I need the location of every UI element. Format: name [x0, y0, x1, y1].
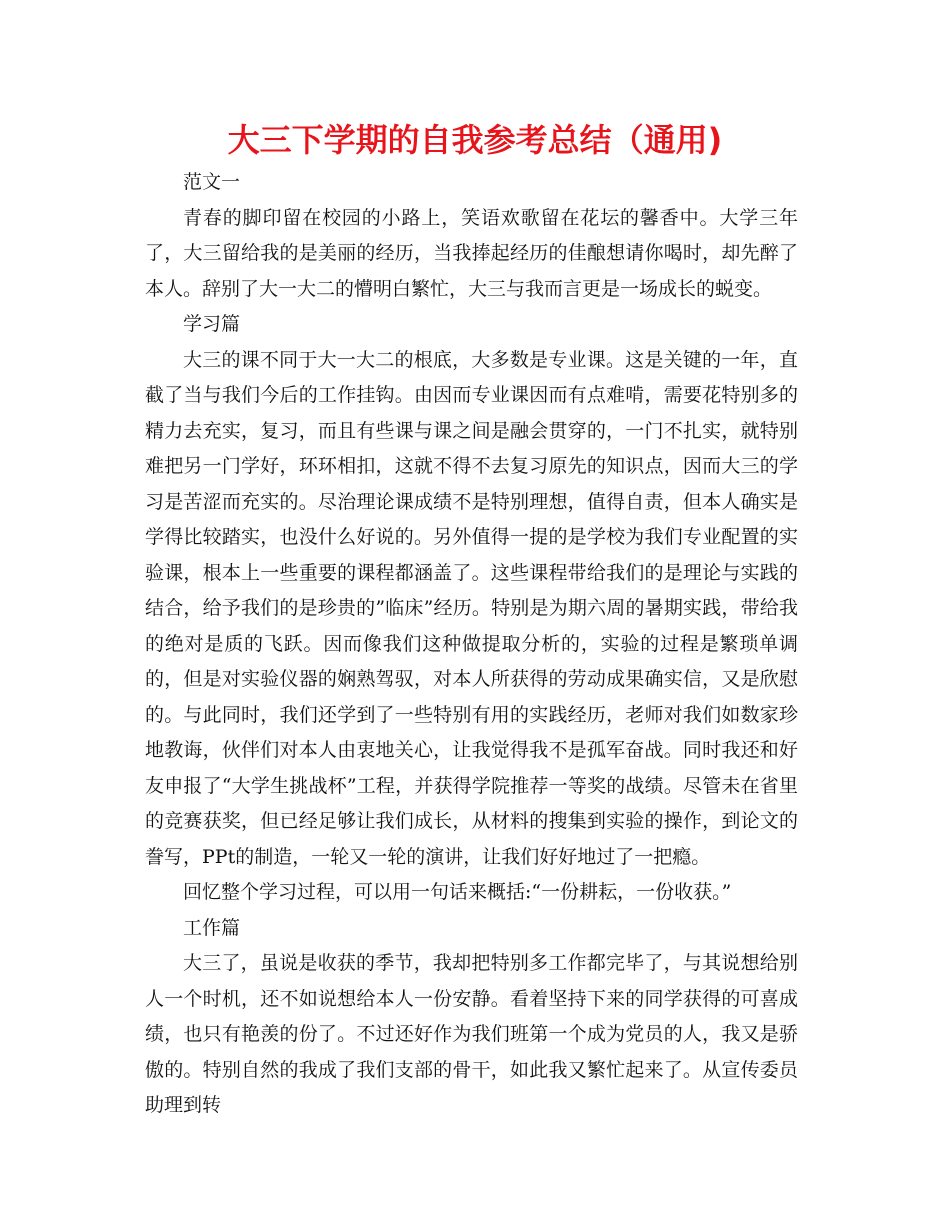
section-heading-study: 学习篇 — [183, 313, 241, 335]
section-heading-work: 工作篇 — [183, 916, 241, 939]
paragraph-study: 大三的课不同于大一大二的根底，大多数是专业课。这是关键的一年，直截了当与我们今后的工作挂钩。由因而专业课因而有点难啃，需要花特别多的精力去充实，复习，而且有些课与课之间是融会贯穿的，一门不扎实，就特别难把另一门学好，环环相扣，这就不得不去复习原先的知识点，因而大三的学习是苦涩而充实的。尽治理论课成绩不是特别理想，值得自责，但本人确实是学得比较踏实，也没什么好说的。另外值得一提的是学校为我们专业配置的实验课，根本上一些重要的课程都涵盖了。这些课程带给我们的是理论与实践的结合，给予我们的是珍贵的”临床”经历。特别是为期六周的暑期实践，带给我的绝对是质的飞跃。因而像我们这种做提取分析的，实验的过程是繁琐单调的，但是对实验仪器的娴熟驾驭，对本人所获得的劳动成果确实信，又是欣慰的。与此同时，我们还学到了一些特别有用的实践经历，老师对我们如数家珍地教诲，伙伴们对本人由衷地关心，让我觉得我不是孤军奋战。同时我还和好友申报了“大学生挑战杯”工程，并获得学院推荐一等奖的战绩。尽管未在省里的竞赛获奖，但已经足够让我们成长，从材料的搜集到实验的操作，到论文的誊写，PPt的制造，一轮又一轮的演讲，让我们好好地过了一把瘾。 — [145, 348, 798, 868]
document-body — [145, 165, 798, 1124]
document-title: 大三下学期的自我参考总结（通用) — [227, 121, 723, 159]
paragraph-work: 大三了，虽说是收获的季节，我却把特别多工作都完毕了，与其说想给别人一个时机，还不如说想给本人一份安静。看着坚持下来的同学获得的可喜成绩，也只有艳羡的份了。不过还好作为我们班第一个成为党员的人，我又是骄傲的。特别自然的我成了我们支部的骨干，如此我又繁忙起来了。从宣传委员助理到转 — [145, 952, 798, 1116]
paragraph-intro: 青春的脚印留在校园的小路上，笑语欢歌留在花坛的馨香中。大学三年了，大三留给我的是美丽的经历，当我捧起经历的佳酿想请你喝时，却先醉了本人。辞别了大一大二的懵明白繁忙，大三与我而言更是一场成长的蜕变。 — [145, 206, 798, 300]
paragraph-sample-label: 范文一 — [183, 171, 241, 193]
paragraph-study-summary: 回忆整个学习过程，可以用一句话来概括:“一份耕耘，一份收获。” — [183, 881, 732, 903]
